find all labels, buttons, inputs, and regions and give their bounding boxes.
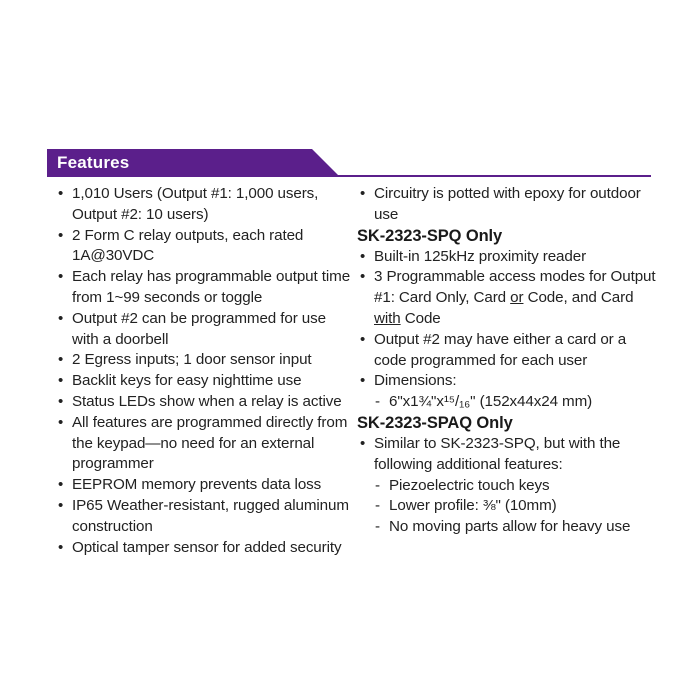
spaq-subitem: - Piezoelectric touch keys <box>357 476 657 497</box>
feature-item: • All features are programmed directly from the keypad—no need for an external programmer <box>55 413 355 475</box>
spq-item: • Output #2 may have either a card or a code programmed for each user <box>357 330 657 372</box>
feature-item: • IP65 Weather-resistant, rugged aluminum construction <box>55 496 355 538</box>
feature-item: • EEPROM memory prevents data loss <box>55 475 355 496</box>
feature-item: • Backlit keys for easy nighttime use <box>55 371 355 392</box>
spaq-subitem: - No moving parts allow for heavy use <box>357 517 657 538</box>
dimensions-value: - 6"x1¾"x¹⁵/₁₆" (152x44x24 mm) <box>357 392 657 413</box>
spq-item-access-modes <box>357 267 657 329</box>
feature-item: • Output #2 can be programmed for use with a doorbell <box>55 309 355 351</box>
underlined-or: or <box>510 289 524 307</box>
banner-shape <box>47 149 651 177</box>
spq-heading: SK-2323-SPQ Only <box>357 226 503 245</box>
feature-item: • 2 Form C relay outputs, each rated 1A@30VDC <box>55 226 355 268</box>
features-right-column <box>357 184 657 538</box>
feature-item: • Each relay has programmable output time from 1~99 seconds or toggle <box>55 267 355 309</box>
features-banner <box>47 149 651 177</box>
spq-item-text: Code, and Card <box>523 289 634 307</box>
feature-item: • Status LEDs show when a relay is active <box>55 392 355 413</box>
feature-item: • Optical tamper sensor for added security <box>55 538 355 559</box>
spaq-item: • Similar to SK-2323-SPQ, but with the following additional features: <box>357 434 657 476</box>
spq-item: • Dimensions: <box>357 371 657 392</box>
feature-item: • 2 Egress inputs; 1 door sensor input <box>55 350 355 371</box>
spq-item: • Built-in 125kHz proximity reader <box>357 247 657 268</box>
spaq-subitem: - Lower profile: ⅜" (10mm) <box>357 496 657 517</box>
feature-item: • Circuitry is potted with epoxy for outdoor use <box>357 184 657 226</box>
underlined-with: with <box>374 309 401 327</box>
feature-item: • 1,010 Users (Output #1: 1,000 users, Output #2: 10 users) <box>55 184 355 226</box>
features-left-column <box>55 184 355 558</box>
spq-item-text: Code <box>400 309 441 327</box>
spq-item-text: 3 Programmable access modes for Output #1: Card Only, Card <box>374 268 656 307</box>
spaq-heading: SK-2323-SPAQ Only <box>357 413 513 432</box>
features-title: Features <box>57 153 130 172</box>
